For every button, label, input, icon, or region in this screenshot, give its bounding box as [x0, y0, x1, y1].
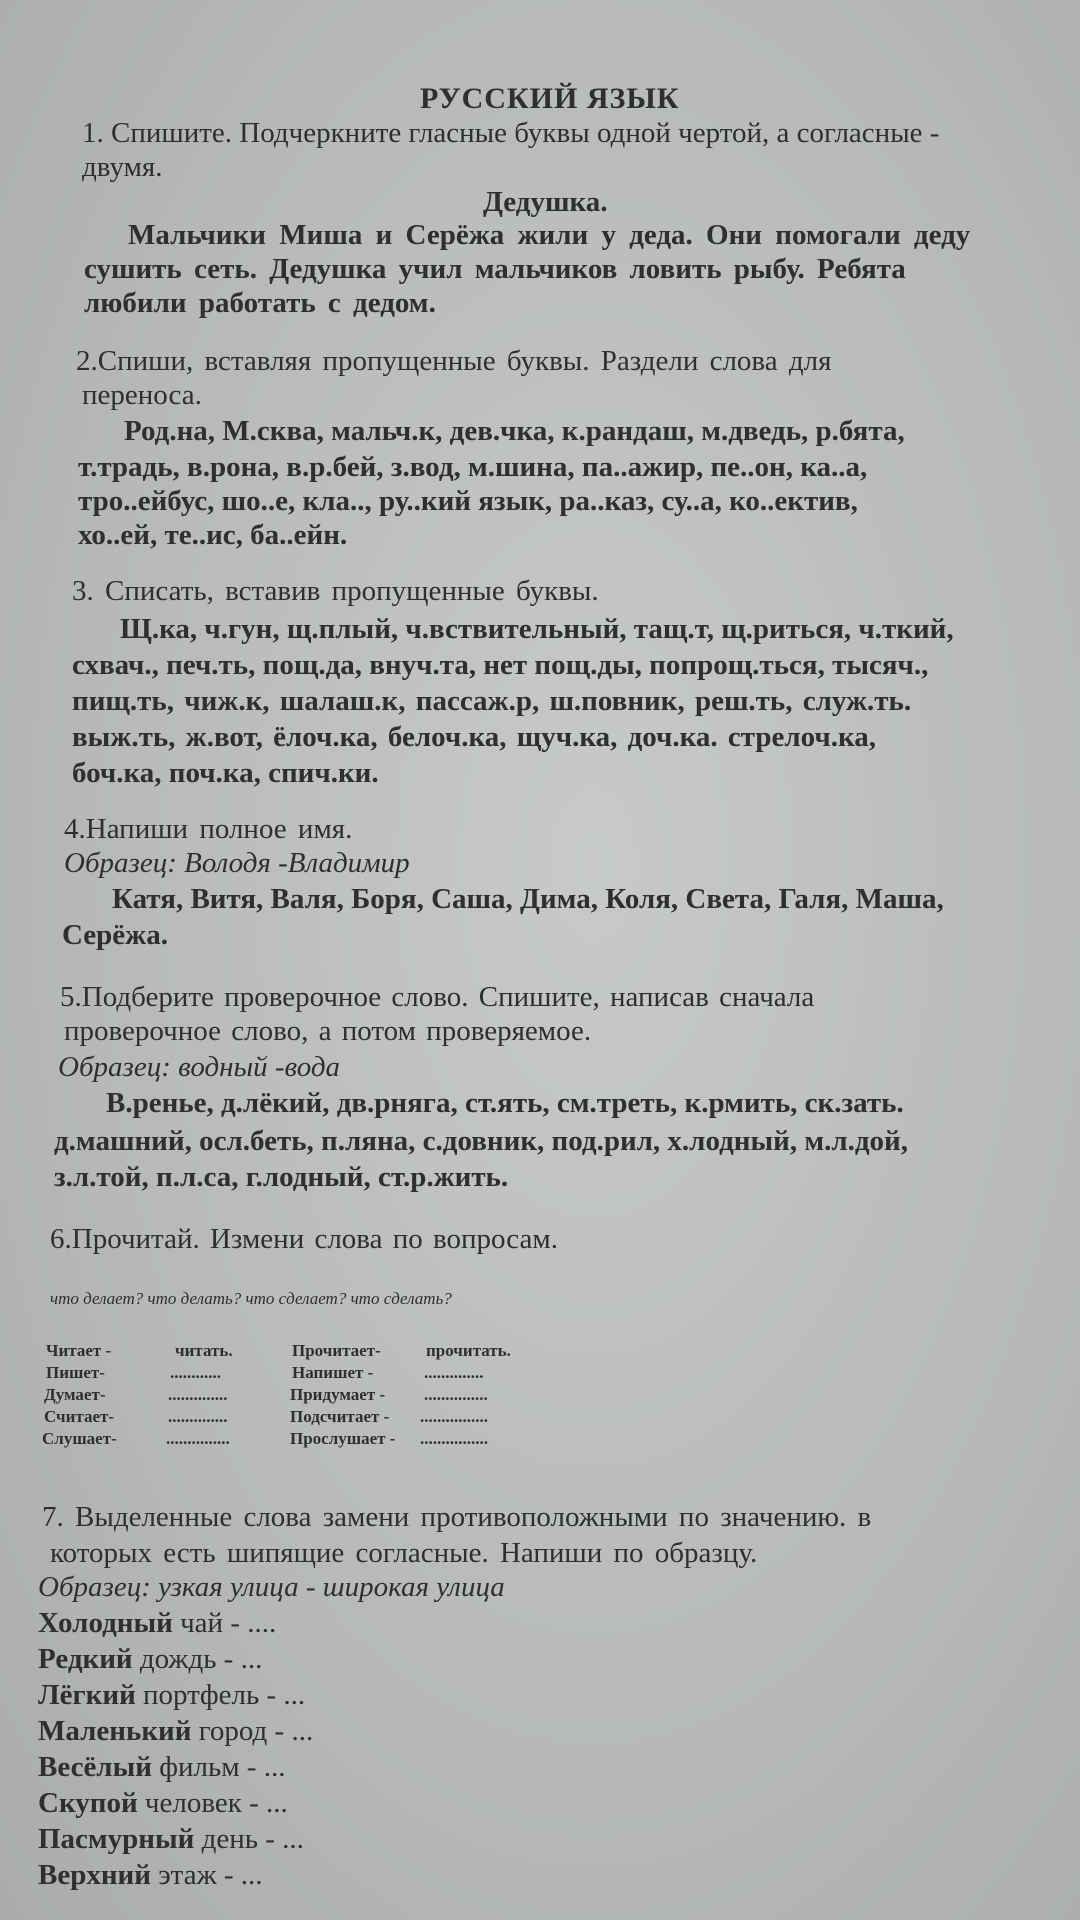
highlighted-word: Верхний: [38, 1859, 151, 1891]
table-cell: Придумает -: [290, 1385, 386, 1404]
table-cell: ...............: [424, 1385, 488, 1404]
table-cell: ..............: [168, 1385, 228, 1404]
item-rest: дождь - ...: [132, 1643, 263, 1675]
table-cell: Считает-: [44, 1407, 115, 1426]
highlighted-word: Весёлый: [38, 1751, 152, 1783]
task3-text-line: выж.ть, ж.вот, ёлоч.ка, белоч.ка, щуч.ка, доч.ка. стрелоч.ка,: [72, 721, 877, 753]
table-cell: Пишет-: [46, 1363, 105, 1382]
task2-instruction: переноса.: [82, 379, 202, 411]
list-item: [38, 1678, 305, 1712]
list-item: [38, 1714, 313, 1748]
list-item: [38, 1750, 285, 1784]
task5-instruction: 5.Подберите проверочное слово. Спишите, написав сначала: [60, 981, 815, 1013]
task3-text-line: пищ.ть, чиж.к, шалаш.к, пассаж.р, ш.повник, реш.ть, служ.ть.: [72, 685, 912, 717]
task7-instruction: 7. Выделенные слова замени противоположными по значению. в: [42, 1501, 872, 1533]
list-item: [38, 1858, 263, 1892]
list-item: [38, 1642, 262, 1676]
task4-text-line: Катя, Витя, Валя, Боря, Саша, Дима, Коля, Света, Галя, Маша,: [112, 883, 944, 915]
task7-sample: Образец: узкая улица - широкая улица: [38, 1571, 505, 1603]
task5-text-line: д.машний, осл.беть, п.ляна, с.довник, под.рил, х.лодный, м.л.дой,: [54, 1125, 908, 1157]
task2-text-line: хо..ей, те..ис, ба..ейн.: [78, 519, 348, 551]
task6-questions: что делает? что делать? что сделает? что сделать?: [50, 1289, 452, 1308]
table-cell: Прочитает-: [292, 1341, 381, 1360]
item-rest: день - ...: [194, 1823, 304, 1855]
table-cell: ............: [170, 1363, 221, 1382]
table-cell: ...............: [166, 1429, 230, 1448]
item-rest: человек - ...: [137, 1787, 288, 1819]
highlighted-word: Скупой: [38, 1787, 138, 1819]
task4-instruction: 4.Напиши полное имя.: [64, 813, 353, 845]
task3-instruction: 3. Списать, вставив пропущенные буквы.: [72, 575, 599, 607]
task5-text-line: з.л.той, п.л.са, г.лодный, ст.р.жить.: [54, 1161, 509, 1193]
task2-text-line: тро..ейбус, шо..е, кла.., ру..кий язык, ра..каз, су..а, ко..ектив,: [78, 485, 858, 517]
task6-instruction: 6.Прочитай. Измени слова по вопросам.: [50, 1223, 558, 1255]
table-cell: Напишет -: [292, 1363, 374, 1382]
table-cell: ..............: [168, 1407, 228, 1426]
item-rest: фильм - ...: [151, 1751, 286, 1783]
table-cell: Читает -: [46, 1341, 112, 1360]
task3-text-line: схвач., печ.ть, пощ.да, внуч.та, нет пощ.ды, попрощ.ться, тысяч.,: [72, 649, 929, 681]
task4-sample: Образец: Володя -Владимир: [64, 847, 410, 879]
task1-text-line: Мальчики Миша и Серёжа жили у деда. Они помогали деду: [128, 219, 971, 251]
task1-instruction: двумя.: [82, 151, 163, 183]
item-rest: чай - ....: [172, 1607, 277, 1639]
task3-text-line: боч.ка, поч.ка, спич.ки.: [72, 757, 379, 789]
highlighted-word: Маленький: [38, 1715, 192, 1747]
highlighted-word: Холодный: [38, 1607, 173, 1639]
item-rest: город - ...: [191, 1715, 314, 1747]
table-cell: прочитать.: [426, 1341, 511, 1360]
table-cell: Слушает-: [42, 1429, 117, 1448]
task1-instruction: 1. Спишите. Подчеркните гласные буквы одной чертой, а согласные -: [82, 117, 940, 149]
table-cell: ................: [420, 1407, 488, 1426]
task1-text-line: любили работать с дедом.: [84, 287, 436, 319]
table-cell: читать.: [175, 1341, 233, 1360]
task5-sample: Образец: водный -вода: [58, 1051, 341, 1083]
task5-instruction: проверочное слово, а потом проверяемое.: [64, 1015, 592, 1047]
table-cell: ................: [420, 1429, 488, 1448]
task1-text-line: сушить сеть. Дедушка учил мальчиков ловить рыбу. Ребята: [84, 253, 906, 285]
task5-text-line: В.ренье, д.лёкий, дв.рняга, ст.ять, см.треть, к.рмить, ск.зать.: [106, 1087, 904, 1119]
table-cell: Думает-: [44, 1385, 106, 1404]
page-title: РУССКИЙ ЯЗЫК: [420, 82, 680, 115]
list-item: [38, 1606, 276, 1640]
task1-heading: Дедушка.: [483, 186, 608, 218]
task2-text-line: т.традь, в.рона, в.р.бей, з.вод, м.шина, па..ажир, пе..он, ка..а,: [78, 451, 868, 483]
item-rest: портфель - ...: [135, 1679, 306, 1711]
table-cell: Прослушает -: [290, 1429, 396, 1448]
highlighted-word: Лёгкий: [38, 1679, 136, 1711]
table-cell: ..............: [424, 1363, 484, 1382]
task3-text-line: Щ.ка, ч.гун, щ.плый, ч.вствительный, тащ.т, щ.риться, ч.ткий,: [120, 613, 954, 645]
task7-instruction: которых есть шипящие согласные. Напиши по образцу.: [50, 1537, 758, 1569]
task2-instruction: 2.Спиши, вставляя пропущенные буквы. Раздели слова для: [76, 345, 832, 377]
table-cell: Подсчитает -: [290, 1407, 390, 1426]
list-item: [38, 1822, 304, 1856]
task2-text-line: Род.на, М.сква, мальч.к, дев.чка, к.рандаш, м.дведь, р.бята,: [124, 415, 905, 447]
item-rest: этаж - ...: [150, 1859, 263, 1891]
highlighted-word: Редкий: [38, 1643, 133, 1675]
list-item: [38, 1786, 288, 1820]
highlighted-word: Пасмурный: [38, 1823, 195, 1855]
task4-text-line: Серёжа.: [62, 919, 168, 951]
